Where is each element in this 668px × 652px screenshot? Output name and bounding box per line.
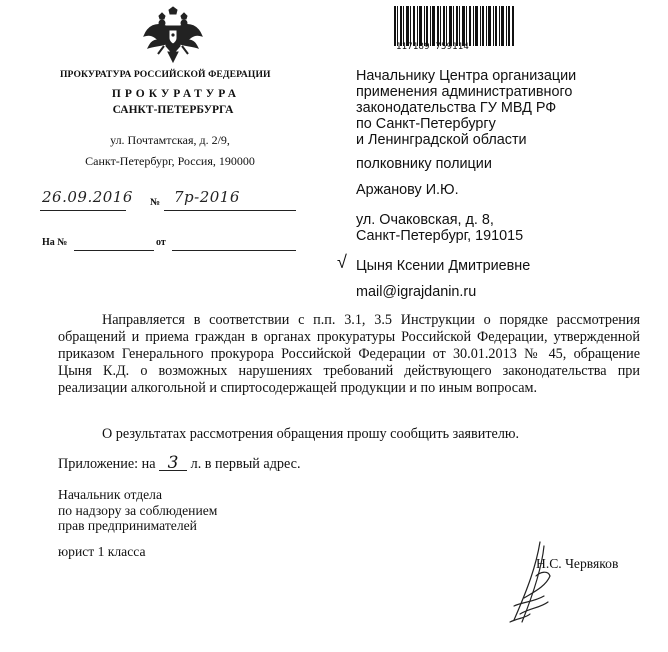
sender-address-street: ул. Почтамтская, д. 2/9, [110, 133, 230, 147]
signatory-rank: юрист 1 класса [58, 544, 146, 559]
copy-recipient-email: mail@igrajdanin.ru [356, 284, 477, 300]
org-name-city: САНКТ-ПЕТЕРБУРГА [112, 104, 234, 116]
barcode-number: 117189 759114 [396, 42, 470, 52]
attachment-prefix: Приложение: на [58, 456, 156, 472]
main-paragraph: Направляется в соответствии с п.п. 3.1, 3.5 Инструкции о порядке рассмотрения обращений и приема граждан в органах прокуратуры Российской Федерации, утвержденной приказом Генерального прокурора Российской Федерации от 30.01.2013 № 45, обращение Цыня К.Д. о возможных нарушениях требований действующего законодательства при реализации алкогольной и спиртосодержащей продукции и по иным вопросам. [58, 312, 640, 396]
na-number-underline [74, 236, 154, 251]
result-request-paragraph: О результатах рассмотрения обращения прошу сообщить заявителю. [102, 426, 520, 442]
recipient-block [356, 68, 656, 148]
ot-underline [172, 236, 296, 251]
recipient-name: Аржанову И.Ю. [356, 182, 459, 198]
signatory-title [58, 487, 318, 534]
attachment-pages-handwritten: 3 [159, 456, 187, 471]
reference-outgoing [40, 188, 298, 214]
signatory-title-line-3: прав предпринимателей [58, 518, 197, 533]
ot-label: от [156, 237, 166, 248]
signatory-title-line-2: по надзору за соблюдением [58, 502, 218, 518]
recipient-line-2: применения административного [356, 84, 573, 100]
check-mark: √ [337, 252, 347, 272]
attachment-suffix: л. в первый адрес. [190, 456, 301, 472]
signatory-name: Н.С. Червяков [536, 556, 619, 571]
sender-address-city: Санкт-Петербург, Россия, 190000 [85, 154, 255, 168]
org-name-federal: ПРОКУРАТУРА РОССИЙСКОЙ ФЕДЕРАЦИИ [60, 69, 271, 80]
coat-of-arms-emblem [142, 6, 204, 64]
handwritten-signature [500, 536, 570, 628]
reference-incoming [42, 234, 298, 254]
org-name-prosecutor: ПРОКУРАТУРА [111, 88, 241, 100]
recipient-address-street: ул. Очаковская, д. 8, [356, 212, 494, 228]
attachment-line [58, 453, 418, 473]
number-label: № [150, 197, 161, 208]
recipient-line-5: и Ленинградской области [356, 132, 527, 148]
recipient-line-3: законодательства ГУ МВД РФ [356, 100, 557, 116]
na-number-label: На № [42, 237, 68, 248]
recipient-line-1: Начальнику Центра организации [356, 68, 577, 84]
recipient-line-4: по Санкт-Петербургу [356, 116, 496, 132]
copy-recipient-name: Цыня Ксении Дмитриевне [356, 258, 531, 274]
recipient-rank: полковнику полиции [356, 156, 492, 172]
date-handwritten: 26.09.2016 [42, 188, 133, 206]
recipient-address-city: Санкт-Петербург, 191015 [356, 228, 524, 244]
barcode [394, 6, 514, 46]
number-handwritten: 7р-2016 [174, 188, 240, 206]
signatory-title-line-1: Начальник отдела [58, 487, 162, 502]
